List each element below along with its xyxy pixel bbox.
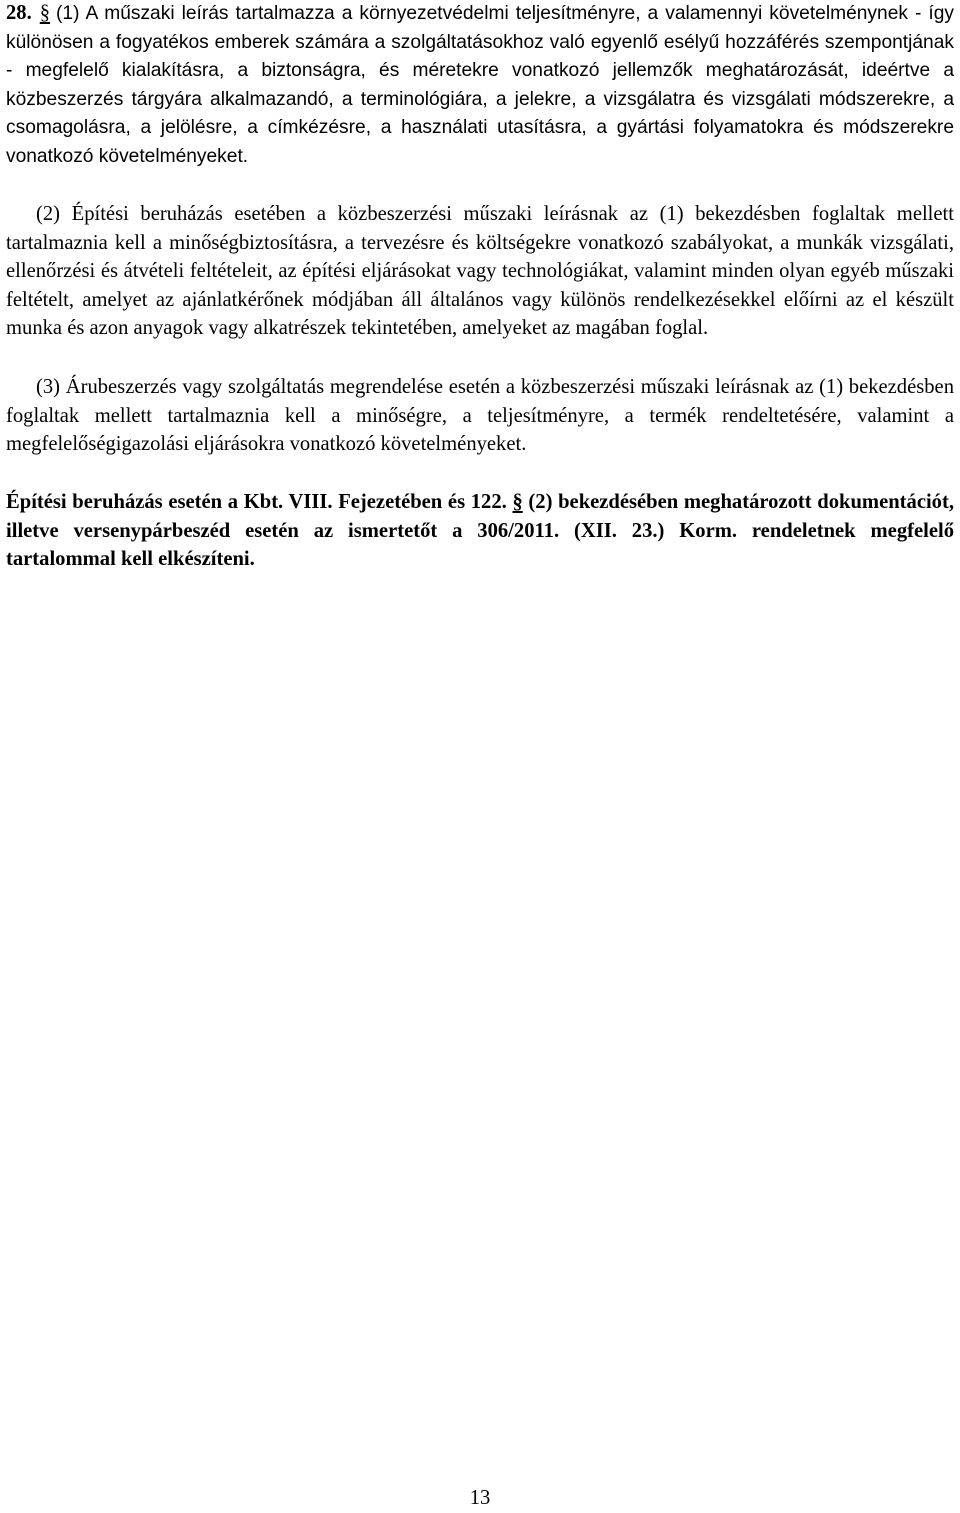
note-text-end: (2) bekezdésében meghatározott dokumentációt, illetve versenypárbeszéd esetén az ismertetőt a 306/2011. (XII. 23.) Korm. rendeletnek megfelelő tartalommal kell elkészíteni. bbox=[6, 491, 954, 571]
paragraph-2-text: (2) Építési beruházás esetében a közbeszerzési műszaki leírásnak az (1) bekezdésben foglaltak mellett tartalmaznia kell a minőségbiztosításra, a tervezésre és költségekre vonatkozó szabályokat, a munkák vizsgálati, ellenőrzési és átvételi feltételeit, az építési eljárásokat vagy technológiákat, valamint minden olyan egyéb műszaki feltételt, amelyet az ajánlatkérőnek módjában áll általános vagy különös rendelkezésekkel előírni az el készült munka és azon anyagok vagy alkatrészek tekintetében, amelyeket az magában foglal. bbox=[6, 203, 954, 340]
bold-note bbox=[6, 488, 954, 574]
page-number: 13 bbox=[469, 1487, 491, 1509]
paragraph-3 bbox=[6, 373, 954, 459]
paragraph-2 bbox=[6, 200, 954, 343]
note-text-start: Építési beruházás esetén a Kbt. VIII. Fejezetében és 122. bbox=[6, 491, 507, 513]
note-section-sign: § bbox=[512, 491, 523, 513]
paragraph-1 bbox=[6, 0, 954, 172]
paragraph-3-text: (3) Árubeszerzés vagy szolgáltatás megrendelése esetén a közbeszerzési műszaki leírásnak az (1) bekezdésben foglaltak mellett tartalmaznia kell a minőségre, a teljesítményre, a termék rendeltetésére, valamint a megfelelőségigazolási eljárásokra vonatkozó követelményeket. bbox=[6, 376, 954, 456]
paragraph-1-text: (1) A műszaki leírás tartalmazza a környezetvédelmi teljesítményre, a valamennyi követelménynek - így különösen a fogyatékos emberek számára a szolgáltatásokhoz való egyenlő esélyű hozzáférés szempontjának - megfelelő kialakításra, a biztonságra, és méretekre vonatkozó jellemzők meghatározását, ideértve a közbeszerzés tárgyára alkalmazandó, a terminológiára, a jelekre, a vizsgálatra és vizsgálati módszerekre, a csomagolásra, a jelölésre, a címkézésre, a használati utasításra, a gyártási folyamatokra és módszerekre vonatkozó követelményeket. bbox=[6, 3, 954, 167]
section-number: 28. bbox=[6, 2, 32, 24]
section-sign: § bbox=[39, 2, 51, 24]
